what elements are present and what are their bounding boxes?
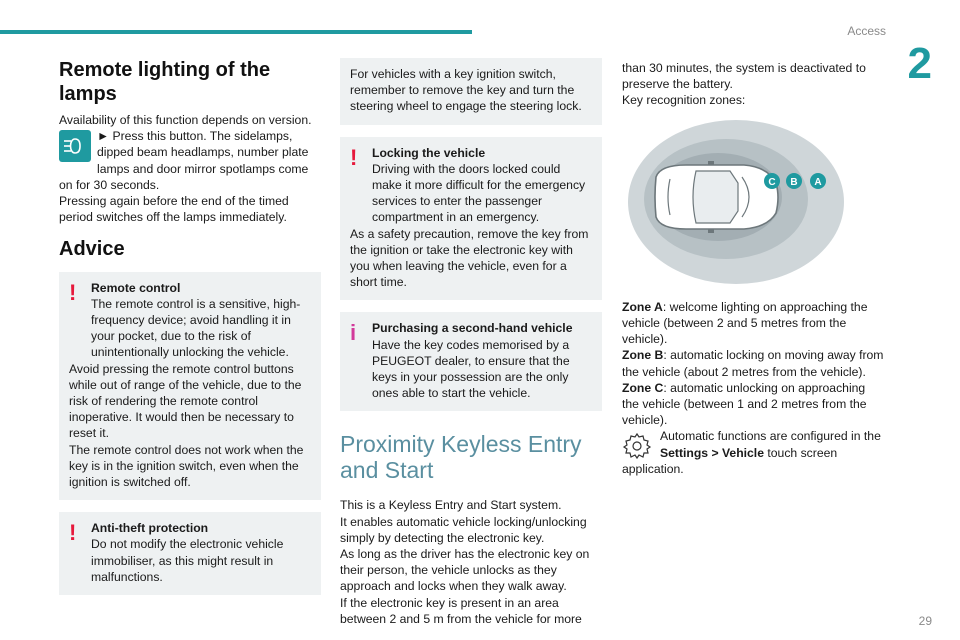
heading-remote-lighting: Remote lighting of the lamps [59, 59, 271, 105]
note-key-ignition [340, 58, 602, 125]
zones-label: Key recognition zones: [622, 93, 746, 108]
note-line: The remote control is a sensitive, high-frequency device; avoid handling it in your pocket, due to the risk of unintentionally unlocking the vehicle. [91, 296, 301, 360]
zone-label: Zone B [622, 348, 664, 363]
zone-c-letter: C [768, 176, 776, 188]
note-title: Locking the vehicle [372, 145, 486, 160]
settings-paragraph [622, 428, 884, 477]
proximity-para: It enables automatic vehicle locking/unlocking simply by detecting the electronic key. [340, 514, 587, 545]
note-line: Driving with the doors locked could make it more difficult for the emergency services to enter the passenger compartment in an emergency. [372, 161, 586, 225]
note-line: As a safety precaution, remove the key from the ignition or take the electronic key with you when leaving the vehicle, even for a short time. [350, 226, 589, 290]
note-line: Have the key codes memorised by a PEUGEOT dealer, to ensure that the keys in your possession are the only ones able to start the vehicle. [372, 337, 570, 401]
zone-a-letter: A [814, 176, 822, 188]
section-title: Access [847, 24, 886, 38]
zone-a-description [622, 299, 884, 348]
note-anti-theft [59, 512, 321, 595]
column-1 [59, 58, 321, 607]
zone-label: Zone C [622, 380, 664, 395]
zone-text: : automatic unlocking on approaching the vehicle (between 1 and 2 metres from the vehicle). [622, 380, 867, 428]
note-line: Do not modify the electronic vehicle immobiliser, as this might result in malfunctions. [91, 537, 284, 584]
page-number: 29 [918, 614, 932, 628]
note-title: Purchasing a second-hand vehicle [372, 321, 573, 336]
zone-b-letter: B [790, 176, 798, 188]
zone-text: : automatic locking on moving away from the vehicle (about 2 metres from the vehicle). [622, 348, 884, 379]
note-remote-control [59, 272, 321, 501]
settings-suffix: touch screen application. [622, 445, 838, 476]
press-button-paragraph [59, 128, 321, 193]
key-zones-diagram [626, 117, 848, 287]
warning-icon: ! [69, 520, 77, 546]
column-3 [622, 60, 884, 477]
note-purchase [340, 312, 602, 411]
header-rule [0, 30, 472, 34]
heading-advice: Advice [59, 238, 125, 261]
heading-proximity: Proximity Keyless Entry and Start [340, 431, 582, 484]
settings-prefix: Automatic functions are configured in the [660, 429, 881, 444]
settings-gear-icon [622, 430, 652, 460]
continued-text: than 30 minutes, the system is deactivated to preserve the battery. [622, 61, 866, 92]
zone-text: : welcome lighting on approaching the vehicle (between 2 and 5 metres from the vehicle). [622, 299, 868, 347]
proximity-para: This is a Keyless Entry and Start system. [340, 498, 562, 513]
zone-c-description [622, 380, 884, 429]
availability-text: Availability of this function depends on version. [59, 113, 312, 127]
note-line: Avoid pressing the remote control buttons while out of range of the vehicle, due to the risk of rendering the remote control inoperative. It would then be necessary to reset it. [69, 361, 302, 441]
proximity-para: If the electronic key is present in an area between 2 and 5 m from the vehicle for more [340, 595, 582, 626]
warning-icon: ! [69, 279, 77, 305]
column-2 [340, 58, 602, 627]
info-icon: i [350, 320, 357, 346]
warning-icon: ! [350, 144, 358, 170]
car-outline-icon [655, 161, 778, 233]
proximity-para: As long as the driver has the electronic key on their person, the vehicle unlocks as they approach and locks when they walk away. [340, 547, 590, 594]
note-title: Anti-theft protection [91, 521, 209, 536]
note-locking [340, 137, 602, 301]
press-button-text: ► Press this button. The sidelamps, dipped beam headlamps, number plate lamps and door mirror spotlamps come on for 30 seconds. [59, 129, 309, 192]
settings-path: Settings > Vehicle [660, 445, 764, 460]
note-line: The remote control does not work when the key is in the ignition switch, even when the ignition is switched off. [69, 442, 304, 490]
zone-b-description [622, 347, 884, 379]
note-line: For vehicles with a key ignition switch, remember to remove the key and turn the steering wheel to engage the steering lock. [350, 67, 582, 114]
note-title: Remote control [91, 280, 181, 295]
zone-label: Zone A [622, 299, 663, 314]
chapter-number: 2 [907, 39, 932, 88]
headlamp-icon [59, 130, 91, 162]
press-again-text: Pressing again before the end of the timed period switches off the lamps immediately. [59, 194, 289, 225]
